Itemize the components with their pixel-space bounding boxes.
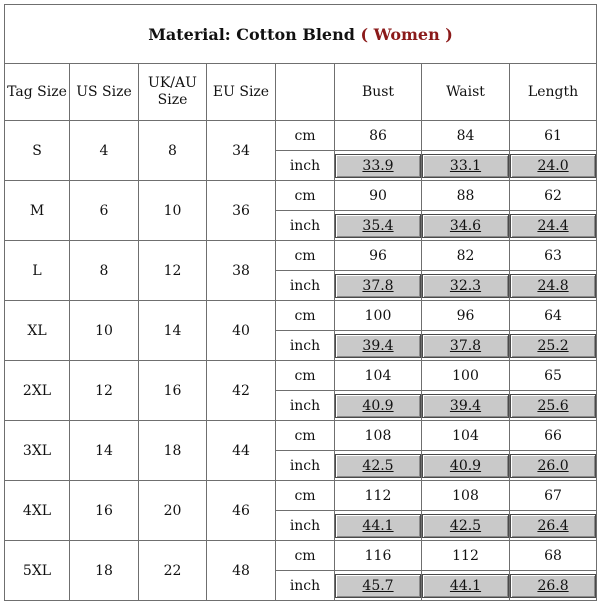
bust-cm-cell: 96 [335, 241, 422, 271]
tag-size-cell: 3XL [5, 421, 70, 481]
unit-inch-label: inch [276, 391, 335, 421]
bust-inch-cell [335, 271, 422, 301]
waist-inch-value: 34.6 [422, 214, 509, 238]
unit-cm-label: cm [276, 301, 335, 331]
bust-inch-value: 35.4 [335, 214, 421, 238]
length-inch-value: 24.0 [510, 154, 596, 178]
header-ukau-size [139, 64, 207, 121]
length-inch-value: 25.6 [510, 394, 596, 418]
bust-inch-cell [335, 511, 422, 541]
length-cm-cell: 61 [510, 121, 597, 151]
us-size-cell: 14 [70, 421, 139, 481]
header-eu-size: EU Size [207, 64, 276, 121]
length-cm-cell: 64 [510, 301, 597, 331]
header-ukau-line1: UK/AU [148, 75, 197, 91]
waist-inch-value: 40.9 [422, 454, 509, 478]
unit-inch-label: inch [276, 511, 335, 541]
length-inch-cell [510, 271, 597, 301]
tag-size-cell: XL [5, 301, 70, 361]
length-inch-value: 24.8 [510, 274, 596, 298]
unit-cm-label: cm [276, 241, 335, 271]
ukau-size-cell: 8 [139, 121, 207, 181]
tag-size-cell: L [5, 241, 70, 301]
title-suffix: ( Women ) [360, 24, 453, 44]
length-inch-cell [510, 151, 597, 181]
length-inch-value: 26.0 [510, 454, 596, 478]
table-row [5, 421, 597, 451]
unit-inch-label: inch [276, 151, 335, 181]
eu-size-cell: 46 [207, 481, 276, 541]
ukau-size-cell: 22 [139, 541, 207, 601]
waist-inch-cell [422, 211, 510, 241]
bust-cm-cell: 112 [335, 481, 422, 511]
bust-inch-value: 42.5 [335, 454, 421, 478]
unit-inch-label: inch [276, 451, 335, 481]
bust-cm-cell: 100 [335, 301, 422, 331]
unit-cm-label: cm [276, 541, 335, 571]
tag-size-cell: M [5, 181, 70, 241]
bust-inch-value: 45.7 [335, 574, 421, 598]
tag-size-cell: 5XL [5, 541, 70, 601]
unit-inch-label: inch [276, 271, 335, 301]
waist-cm-cell: 108 [422, 481, 510, 511]
header-us-size: US Size [70, 64, 139, 121]
us-size-cell: 10 [70, 301, 139, 361]
table-row [5, 121, 597, 151]
waist-cm-cell: 96 [422, 301, 510, 331]
waist-inch-value: 42.5 [422, 514, 509, 538]
header-length: Length [510, 64, 597, 121]
header-bust: Bust [335, 64, 422, 121]
header-row [5, 64, 597, 121]
unit-cm-label: cm [276, 361, 335, 391]
unit-cm-label: cm [276, 121, 335, 151]
length-cm-cell: 68 [510, 541, 597, 571]
header-waist: Waist [422, 64, 510, 121]
length-inch-cell [510, 211, 597, 241]
length-inch-value: 25.2 [510, 334, 596, 358]
tag-size-cell: S [5, 121, 70, 181]
waist-cm-cell: 112 [422, 541, 510, 571]
waist-inch-cell [422, 511, 510, 541]
waist-cm-cell: 100 [422, 361, 510, 391]
length-cm-cell: 66 [510, 421, 597, 451]
waist-inch-value: 33.1 [422, 154, 509, 178]
waist-inch-value: 32.3 [422, 274, 509, 298]
length-inch-cell [510, 451, 597, 481]
waist-inch-value: 39.4 [422, 394, 509, 418]
bust-inch-value: 40.9 [335, 394, 421, 418]
waist-cm-cell: 88 [422, 181, 510, 211]
bust-inch-value: 39.4 [335, 334, 421, 358]
eu-size-cell: 44 [207, 421, 276, 481]
bust-inch-value: 37.8 [335, 274, 421, 298]
waist-inch-value: 37.8 [422, 334, 509, 358]
waist-inch-cell [422, 391, 510, 421]
ukau-size-cell: 16 [139, 361, 207, 421]
waist-inch-cell [422, 151, 510, 181]
unit-inch-label: inch [276, 211, 335, 241]
us-size-cell: 12 [70, 361, 139, 421]
bust-cm-cell: 104 [335, 361, 422, 391]
table-row [5, 481, 597, 511]
unit-inch-label: inch [276, 571, 335, 601]
bust-inch-cell [335, 151, 422, 181]
waist-cm-cell: 104 [422, 421, 510, 451]
tag-size-cell: 2XL [5, 361, 70, 421]
header-tag-size: Tag Size [5, 64, 70, 121]
waist-cm-cell: 84 [422, 121, 510, 151]
chart-title [5, 5, 597, 64]
unit-cm-label: cm [276, 481, 335, 511]
table-row [5, 361, 597, 391]
us-size-cell: 8 [70, 241, 139, 301]
length-cm-cell: 67 [510, 481, 597, 511]
ukau-size-cell: 14 [139, 301, 207, 361]
bust-inch-value: 44.1 [335, 514, 421, 538]
us-size-cell: 18 [70, 541, 139, 601]
table-row [5, 181, 597, 211]
length-inch-cell [510, 331, 597, 361]
title-row [5, 5, 597, 64]
eu-size-cell: 38 [207, 241, 276, 301]
eu-size-cell: 36 [207, 181, 276, 241]
header-ukau-line2: Size [157, 92, 188, 108]
table-row [5, 541, 597, 571]
us-size-cell: 16 [70, 481, 139, 541]
eu-size-cell: 42 [207, 361, 276, 421]
waist-inch-cell [422, 571, 510, 601]
bust-cm-cell: 90 [335, 181, 422, 211]
length-cm-cell: 62 [510, 181, 597, 211]
waist-cm-cell: 82 [422, 241, 510, 271]
size-chart-table [4, 4, 597, 601]
length-inch-cell [510, 391, 597, 421]
unit-cm-label: cm [276, 421, 335, 451]
bust-inch-cell [335, 211, 422, 241]
ukau-size-cell: 18 [139, 421, 207, 481]
header-unit [276, 64, 335, 121]
bust-inch-cell [335, 451, 422, 481]
length-inch-cell [510, 511, 597, 541]
table-row [5, 241, 597, 271]
waist-inch-cell [422, 331, 510, 361]
length-inch-value: 26.8 [510, 574, 596, 598]
ukau-size-cell: 12 [139, 241, 207, 301]
bust-inch-cell [335, 571, 422, 601]
eu-size-cell: 40 [207, 301, 276, 361]
waist-inch-value: 44.1 [422, 574, 509, 598]
bust-inch-cell [335, 391, 422, 421]
eu-size-cell: 48 [207, 541, 276, 601]
length-inch-value: 26.4 [510, 514, 596, 538]
bust-inch-cell [335, 331, 422, 361]
table-row [5, 301, 597, 331]
ukau-size-cell: 20 [139, 481, 207, 541]
length-cm-cell: 65 [510, 361, 597, 391]
title-prefix: Material: Cotton Blend [148, 24, 355, 44]
us-size-cell: 6 [70, 181, 139, 241]
bust-cm-cell: 116 [335, 541, 422, 571]
us-size-cell: 4 [70, 121, 139, 181]
unit-cm-label: cm [276, 181, 335, 211]
eu-size-cell: 34 [207, 121, 276, 181]
length-cm-cell: 63 [510, 241, 597, 271]
unit-inch-label: inch [276, 331, 335, 361]
waist-inch-cell [422, 271, 510, 301]
bust-cm-cell: 86 [335, 121, 422, 151]
length-inch-cell [510, 571, 597, 601]
bust-cm-cell: 108 [335, 421, 422, 451]
length-inch-value: 24.4 [510, 214, 596, 238]
bust-inch-value: 33.9 [335, 154, 421, 178]
ukau-size-cell: 10 [139, 181, 207, 241]
tag-size-cell: 4XL [5, 481, 70, 541]
waist-inch-cell [422, 451, 510, 481]
